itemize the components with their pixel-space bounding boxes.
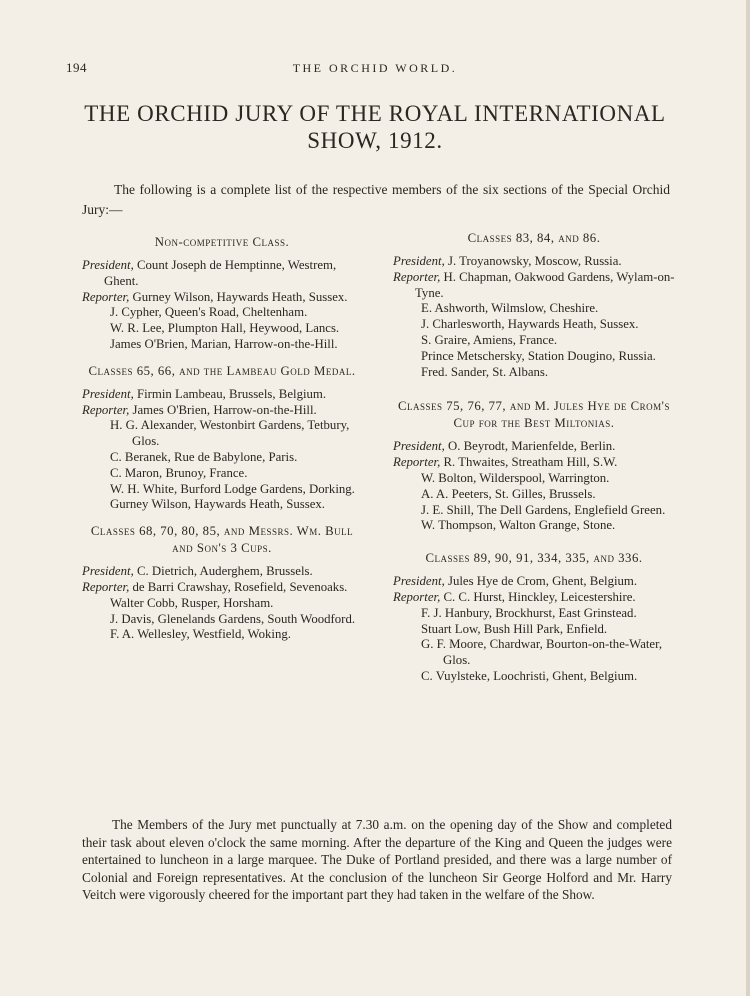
member-role: Reporter, (82, 402, 130, 417)
jury-member: W. Thompson, Walton Grange, Stone. (421, 518, 616, 533)
jury-member (82, 580, 362, 596)
member-role: Reporter, (393, 455, 441, 470)
jury-member (82, 258, 362, 290)
jury-member: James O'Brien, Marian, Harrow-on-the-Hill. (110, 336, 338, 351)
section-heading: Classes 75, 76, 77, and M. Jules Hye de Crom's Cup for the Best Miltonias. (398, 399, 670, 431)
member-text: James O'Brien, Harrow-on-the-Hill. (132, 402, 317, 417)
page-number: 194 (66, 60, 87, 75)
page-edge-shadow (746, 0, 750, 996)
intro-paragraph: The following is a complete list of the respective members of the six sections of the Special Orchid Jury:— (82, 182, 670, 217)
section-heading: Classes 65, 66, and the Lambeau Gold Medal. (88, 363, 356, 378)
jury-member (82, 403, 362, 419)
member-role: President, (393, 254, 445, 268)
jury-section (82, 523, 362, 643)
section-heading: Classes 89, 90, 91, 334, 335, and 336. (425, 551, 643, 566)
jury-section (82, 234, 362, 353)
jury-member: E. Ashworth, Wilmslow, Cheshire. (421, 301, 599, 316)
jury-member (393, 455, 675, 471)
member-role: Reporter, (82, 289, 130, 304)
member-text: Jules Hye de Crom, Ghent, Belgium. (447, 574, 638, 589)
closing-paragraph: The Members of the Jury met punctually at 7.30 a.m. on the opening day of the Show and completed their task about eleven o'clock the same morning. After the departure of the King and Queen the judges were entertained to luncheon in a large marquee. The Duke of Portland presided, and there was a large number of Colonial and Foreign representatives. At the conclusion of the luncheon Sir George Holford and Mr. Harry Veitch were vigorously cheered for the important part they had taken in the welfare of the Show. (82, 817, 672, 902)
jury-member: J. Cypher, Queen's Road, Cheltenham. (110, 305, 308, 320)
section-heading: Classes 83, 84, and 86. (467, 231, 601, 245)
member-text: J. Troyanowsky, Moscow, Russia. (447, 254, 622, 268)
member-text: H. Chapman, Oakwood Gardens, Wylam-on-Tyne. (415, 269, 675, 300)
member-role: President, (82, 386, 134, 401)
jury-member: A. A. Peeters, St. Gilles, Brussels. (421, 486, 596, 501)
jury-member: W. Bolton, Wilderspool, Warrington. (421, 470, 610, 485)
jury-member (393, 574, 675, 590)
member-role: President, (393, 574, 445, 589)
member-role: Reporter, (82, 579, 130, 594)
jury-member: Fred. Sander, St. Albans. (421, 364, 549, 379)
member-text: de Barri Crawshay, Rosefield, Sevenoaks. (132, 579, 348, 594)
right-column (393, 230, 675, 695)
jury-member (393, 590, 675, 606)
member-text: C. Dietrich, Auderghem, Brussels. (136, 564, 313, 579)
jury-member: S. Graire, Amiens, France. (421, 332, 558, 347)
jury-member: Gurney Wilson, Haywards Heath, Sussex. (110, 497, 325, 512)
jury-member: W. R. Lee, Plumpton Hall, Heywood, Lancs. (110, 321, 340, 336)
jury-section (393, 550, 675, 685)
jury-member: J. Davis, Glenelands Gardens, South Woodford. (110, 611, 356, 626)
journal-title: THE ORCHID WORLD. (292, 61, 458, 75)
jury-member: C. Maron, Brunoy, France. (110, 465, 248, 480)
jury-member: Stuart Low, Bush Hill Park, Enfield. (421, 621, 608, 636)
jury-member (393, 254, 675, 270)
section-heading: Classes 68, 70, 80, 85, and Messrs. Wm. Bull and Son's 3 Cups. (90, 524, 354, 556)
jury-member: Prince Metschersky, Station Dougino, Russia. (421, 348, 656, 363)
jury-member (82, 387, 362, 403)
member-role: President, (82, 564, 134, 579)
member-text: Gurney Wilson, Haywards Heath, Sussex. (132, 289, 348, 304)
member-role: Reporter, (393, 269, 441, 284)
jury-member: H. G. Alexander, Westonbirt Gardens, Tetbury, Glos. (110, 418, 350, 449)
member-text: C. C. Hurst, Hinckley, Leicestershire. (443, 589, 636, 604)
jury-member: J. Charlesworth, Haywards Heath, Sussex. (421, 317, 639, 332)
jury-section (393, 398, 675, 534)
running-head (0, 58, 750, 82)
member-text: Firmin Lambeau, Brussels, Belgium. (136, 386, 327, 401)
jury-section (393, 230, 675, 380)
jury-member: J. E. Shill, The Dell Gardens, Englefield Green. (421, 502, 666, 517)
jury-member: F. J. Hanbury, Brockhurst, East Grinstead. (421, 605, 637, 620)
jury-member: G. F. Moore, Chardwar, Bourton-on-the-Water, Glos. (421, 637, 663, 668)
jury-member: F. A. Wellesley, Westfield, Woking. (110, 627, 291, 642)
member-role: Reporter, (393, 589, 441, 604)
jury-member: Walter Cobb, Rusper, Horsham. (110, 595, 274, 610)
section-heading: Non-competitive Class. (154, 235, 290, 249)
jury-member (82, 290, 362, 306)
jury-member: C. Vuylsteke, Loochristi, Ghent, Belgium. (421, 668, 638, 683)
member-text: O. Beyrodt, Marienfelde, Berlin. (447, 439, 616, 454)
left-column (82, 234, 362, 653)
jury-section (82, 363, 362, 513)
jury-member (393, 270, 675, 302)
member-role: President, (393, 439, 445, 454)
jury-member: W. H. White, Burford Lodge Gardens, Dorking. (110, 481, 355, 496)
article-title: THE ORCHID JURY OF THE ROYAL INTERNATIONAL SHOW, 1912. (84, 101, 666, 153)
member-role: President, (82, 258, 134, 272)
jury-member: C. Beranek, Rue de Babylone, Paris. (110, 449, 298, 464)
member-text: R. Thwaites, Streatham Hill, S.W. (443, 455, 618, 470)
member-text: Count Joseph de Hemptinne, Westrem, Ghent. (104, 258, 337, 288)
jury-member (393, 439, 675, 455)
jury-member (82, 564, 362, 580)
